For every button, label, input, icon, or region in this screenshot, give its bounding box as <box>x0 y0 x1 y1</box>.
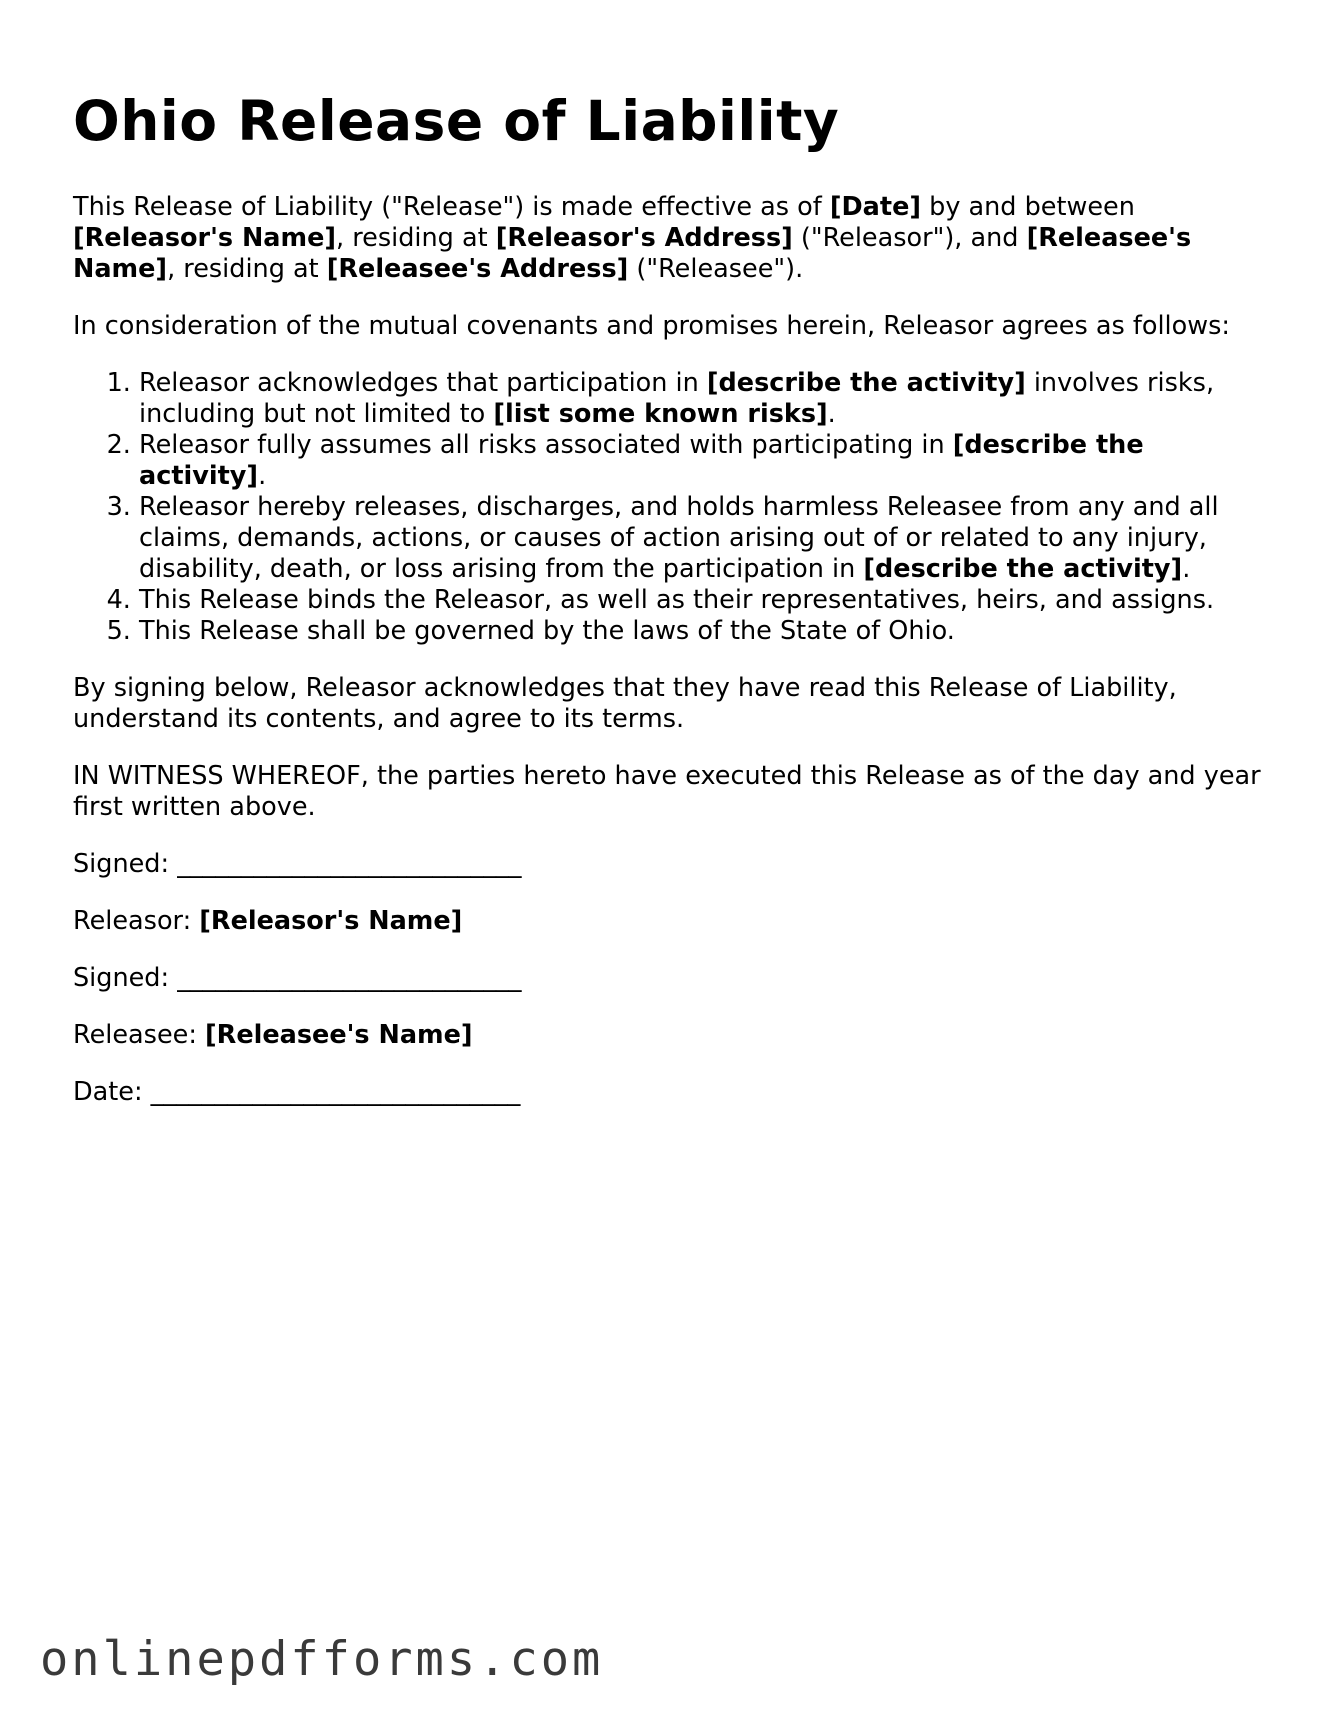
intro-paragraph <box>73 192 1273 285</box>
date-line[interactable]: _____________________________ <box>150 1077 521 1107</box>
releasor-address-placeholder: [Releasor's Address] <box>495 223 793 253</box>
releasee-name-value: [Releasee's Name] <box>205 1020 473 1050</box>
consideration-paragraph: In consideration of the mutual covenants and promises herein, Releasor agrees as follows: <box>73 311 1230 341</box>
releasor-signature-row <box>73 849 1273 880</box>
releasor-signature-line[interactable]: ___________________________ <box>177 849 522 879</box>
list-item <box>139 430 1273 492</box>
term-text: Releasor hereby releases, discharges, and holds harmless Releasee from any and all claims, demands, actions, or causes of action arising out of or related to any injury, disability, death, or loss arising from the participation in <box>139 492 1219 584</box>
intro-text: ("Releasee"). <box>628 254 804 284</box>
signed-label: Signed: <box>73 849 178 879</box>
releasee-signature-line[interactable]: ___________________________ <box>177 963 522 993</box>
releasor-name-value: [Releasor's Name] <box>199 906 463 936</box>
acknowledgement-paragraph: By signing below, Releasor acknowledges that they have read this Release of Liability, understand its contents, and agree to its terms. <box>73 673 1177 734</box>
releasee-name-placeholder: [Releasee's Name] <box>73 223 1192 284</box>
list-item: 4. This Release binds the Releasor, as well as their representatives, heirs, and assigns. <box>139 585 1273 616</box>
date-placeholder: [Date] <box>829 192 922 222</box>
date-label: Date: <box>73 1077 151 1107</box>
intro-text: This Release of Liability ("Release") is made effective as of <box>73 192 830 222</box>
list-item: 5. This Release shall be governed by the laws of the State of Ohio. <box>139 616 1273 647</box>
signed-label: Signed: <box>73 963 178 993</box>
releasee-row <box>73 1020 1273 1051</box>
terms-list <box>73 368 1273 647</box>
activity-placeholder: [describe the activity] <box>863 554 1183 584</box>
intro-text: ("Releasor"), and <box>792 223 1027 253</box>
term-text: Releasor fully assumes all risks associated with participating in <box>139 430 953 460</box>
document-page <box>73 88 1273 1134</box>
list-item <box>139 368 1273 430</box>
page-title: Ohio Release of Liability <box>73 89 840 153</box>
intro-text: , residing at <box>167 254 327 284</box>
releasee-signature-row <box>73 963 1273 994</box>
activity-placeholder: [describe the activity] <box>139 430 1144 491</box>
intro-text: , residing at <box>336 223 496 253</box>
releasee-address-placeholder: [Releasee's Address] <box>326 254 629 284</box>
releasor-row <box>73 906 1273 937</box>
list-item <box>139 492 1273 585</box>
term-text: . <box>258 461 267 491</box>
intro-text: by and between <box>921 192 1135 222</box>
witness-paragraph: IN WITNESS WHEREOF, the parties hereto have executed this Release as of the day and year first written above. <box>73 761 1261 822</box>
term-text: . <box>827 399 836 429</box>
term-text: involves risks, including but not limited to <box>139 368 1215 429</box>
watermark: onlinepdfforms.com <box>40 1632 604 1687</box>
releasor-label: Releasor: <box>73 906 200 936</box>
releasor-name-placeholder: [Releasor's Name] <box>73 223 337 253</box>
date-row <box>73 1077 1273 1108</box>
activity-placeholder: [describe the activity] <box>706 368 1026 398</box>
term-text: Releasor acknowledges that participation in <box>139 368 707 398</box>
risks-placeholder: [list some known risks] <box>493 399 828 429</box>
releasee-label: Releasee: <box>73 1020 206 1050</box>
term-text: . <box>1182 554 1191 584</box>
